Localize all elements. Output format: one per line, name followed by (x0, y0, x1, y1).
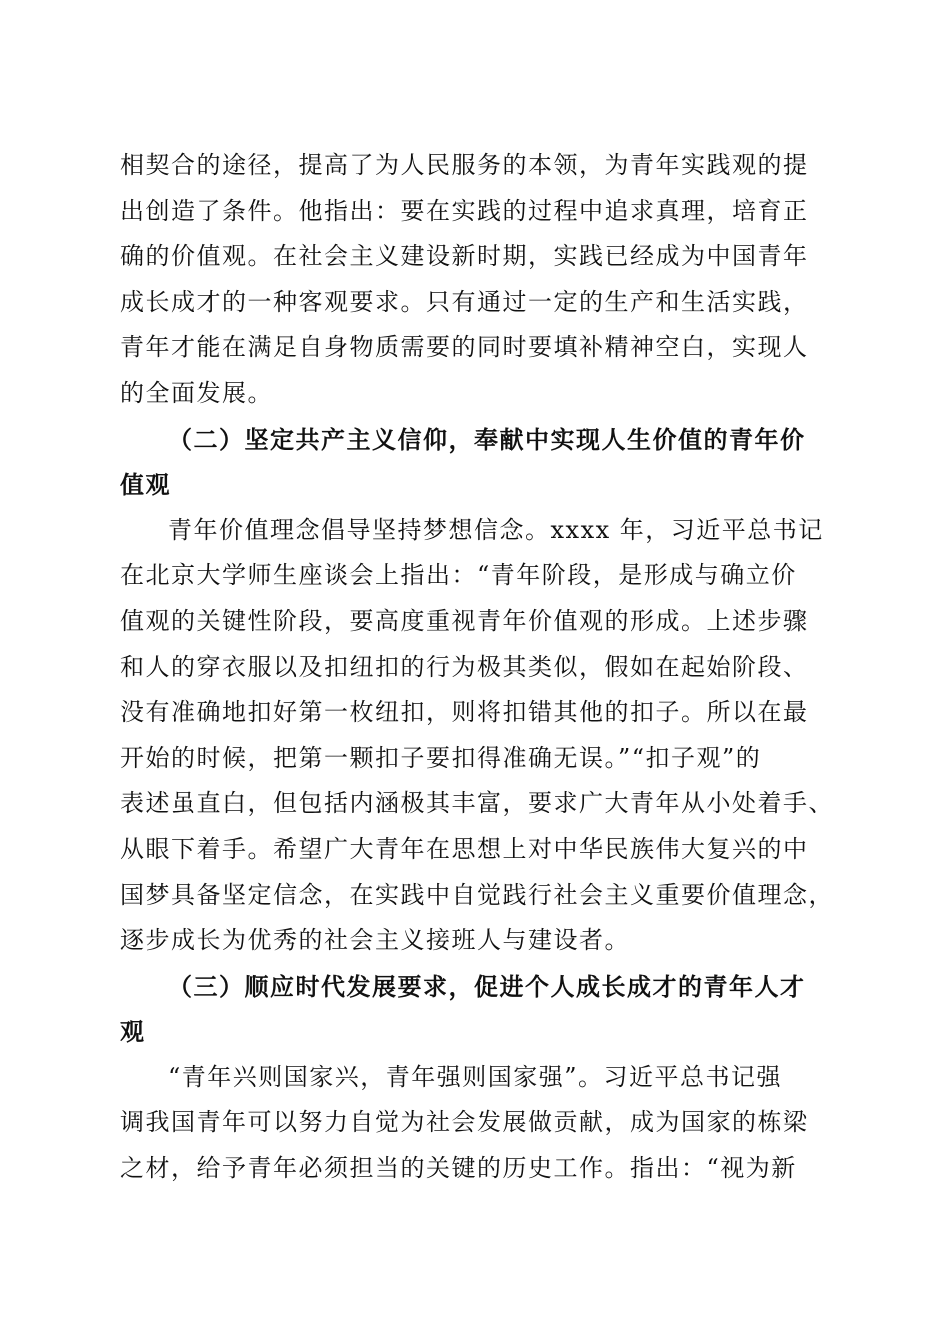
text-line: 值观的关键性阶段，要高度重视青年价值观的形成。上述步骤 (120, 606, 809, 635)
heading-line: 观 (120, 1017, 146, 1047)
text-line: 之材，给予青年必须担当的关键的历史工作。指出：“视为新 (120, 1154, 797, 1183)
text-line: 逐步成长为优秀的社会主义接班人与建设者。 (120, 926, 630, 955)
section-heading (120, 964, 832, 1055)
text-line: 调我国青年可以努力自觉为社会发展做贡献，成为国家的栋梁 (120, 1108, 809, 1137)
text-line: 没有准确地扣好第一枚纽扣，则将扣错其他的扣子。所以在最 (120, 698, 809, 727)
heading-line: （三）顺应时代发展要求，促进个人成长成才的青年人才 (168, 971, 806, 1001)
text-line: “青年兴则国家兴，青年强则国家强”。习近平总书记强 (168, 1062, 783, 1091)
text-line: 青年价值理念倡导坚持梦想信念。xxxx 年，习近平总书记 (168, 515, 824, 544)
text-line: 成长成才的一种客观要求。只有通过一定的生产和生活实践， (120, 287, 809, 316)
text-line: 在北京大学师生座谈会上指出：“青年阶段，是形成与确立价 (120, 561, 797, 590)
paragraph (120, 1055, 832, 1192)
text-line: 和人的穿衣服以及扣纽扣的行为极其类似，假如在起始阶段、 (120, 652, 809, 681)
text-line: 确的价值观。在社会主义建设新时期，实践已经成为中国青年 (120, 242, 809, 271)
text-line: 从眼下着手。希望广大青年在思想上对中华民族伟大复兴的中 (120, 834, 809, 863)
heading-line: （二）坚定共产主义信仰，奉献中实现人生价值的青年价 (168, 424, 806, 454)
text-line: 青年才能在满足自身物质需要的同时要填补精神空白，实现人 (120, 333, 809, 362)
section-heading (120, 417, 832, 508)
text-line: 相契合的途径，提高了为人民服务的本领，为青年实践观的提 (120, 151, 809, 179)
document-body (120, 143, 832, 1192)
text-line: 的全面发展。 (120, 378, 273, 407)
paragraph (120, 508, 832, 964)
heading-line: 值观 (120, 470, 171, 500)
paragraph (120, 143, 832, 417)
text-line: 开始的时候，把第一颗扣子要扣得准确无误。”“扣子观”的 (120, 743, 762, 772)
text-line: 表述虽直白，但包括内涵极其丰富，要求广大青年从小处着手、 (120, 789, 834, 818)
text-line: 国梦具备坚定信念，在实践中自觉践行社会主义重要价值理念， (120, 880, 834, 909)
text-line: 出创造了条件。他指出：要在实践的过程中追求真理，培育正 (120, 196, 809, 225)
